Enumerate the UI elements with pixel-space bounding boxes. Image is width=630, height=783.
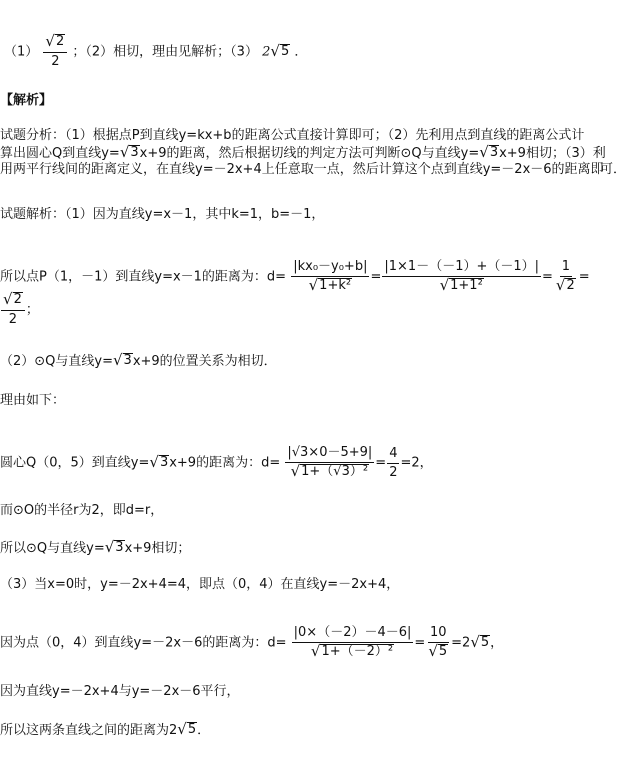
final-conclusion: 所以这两条直线之间的距离为2 √ 5 ． xyxy=(0,720,211,738)
analysis-line-2: 算出圆心Q到直线y= √ 3 x+9的距离，然后根据切线的判定方法可判断⊙Q与直线y= √ 3 x+9相切；（3）利 xyxy=(0,143,606,161)
reason-label: 理由如下： xyxy=(0,393,66,408)
analysis-line-1: 试题分析：（1）根据点P到直线y=kx+b的距离公式直接计算即可；（2）先利用点到直线的距离公式计 xyxy=(0,128,585,143)
answer-fraction: √ 2 2 xyxy=(43,34,67,70)
analysis-heading: 【解析】 xyxy=(0,93,53,108)
answer-part3-coef: 2 xyxy=(262,44,271,60)
distance-1-substitution: |1×1－（－1）+（－1）| √ 1+1² xyxy=(384,259,540,294)
center-distance-line: 圆心Q（0，5）到直线y= √ 3 x+9的距离为：d= |√3×0－5+9| √ 1+（√3）² = $\frac{4}{2}$ =2， xyxy=(0,445,433,480)
part3-line: （3）当x=0时，y=－2x+4=4，即点（0，4）在直线y=－2x+4， xyxy=(0,577,400,592)
answer-part3-root: √ 5 xyxy=(270,41,290,60)
answer-part2-text: ；（2）相切，理由见解析；（3） xyxy=(72,44,258,60)
analysis-line-3: 用两平行线间的距离定义，在直线y=－2x+4上任意取一点，然后计算这个点到直线y=－2x－6的距离即 xyxy=(0,162,604,177)
distance-1-formula: |kx₀－y₀+b| √ 1+k² xyxy=(293,259,368,294)
answer-part1-label: （1） xyxy=(4,44,39,60)
center-distance-formula: |√3×0－5+9| √ 1+（√3）² xyxy=(287,445,373,480)
radius-line: 而⊙O的半径r为2，即d=r， xyxy=(0,503,164,518)
part3-distance-line: 因为点（0，4）到直线y=－2x－6的距离为：d= |0×（－2）－4－6| √ 1+（－2）² = 10 √ 5 =2 √ 5 ， xyxy=(0,625,504,660)
solution-intro: 试题解析：（1）因为直线y=x－1，其中k=1，b=－1， xyxy=(0,207,325,222)
tangent-conclusion: 所以⊙Q与直线y= √ 3 x+9相切； xyxy=(0,538,191,556)
distance-1-line: 所以点P（1，－1）到直线y=x－1的距离为：d= |kx₀－y₀+b| √ 1+k² = |1×1－（－1）+（－1）| √ 1+1² = 1 √ 2 = xyxy=(0,259,590,294)
distance-1-result: √ 2 2 ； xyxy=(3,290,39,327)
parallel-line: 因为直线y=－2x+4与y=－2x－6平行， xyxy=(0,684,240,699)
distance-1-simplified: 1 √ 2 xyxy=(555,259,575,294)
answer-line: （1） √ 2 2 ；（2）相切，理由见解析；（3） 2 √ 5 ． xyxy=(4,32,308,69)
part3-distance-formula: |0×（－2）－4－6| √ 1+（－2）² xyxy=(293,625,412,660)
analysis-line-4: 可． xyxy=(600,162,627,177)
part2-title: （2）⊙Q与直线y= √ 3 x+9的位置关系为相切． xyxy=(0,351,277,369)
